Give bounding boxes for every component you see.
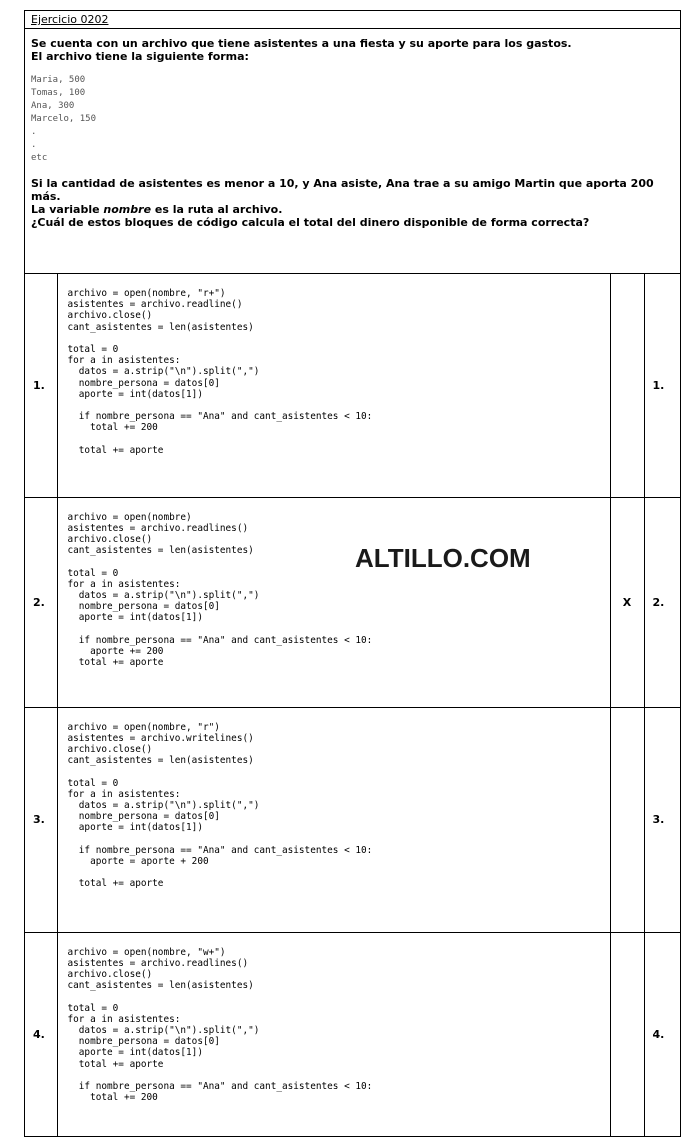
exercise-title: Ejercicio 0202 xyxy=(25,11,680,29)
option-row xyxy=(25,274,680,497)
question-line-3: ¿Cuál de estos bloques de código calcula el total del dinero disponible de forma correcta? xyxy=(31,216,590,229)
option-number-right: 4. xyxy=(644,932,680,1136)
code-block: archivo = open(nombre, "r") asistentes = archivo.writelines() archivo.close() cant_asistentes = len(asistentes) total = 0 for a in asistentes: datos = a.strip("\n").split(",") nombre_persona = datos[0] aporte = int(datos[1]) if nombre_persona == "Ana" and cant_asistentes < 10: aporte = aporte + 200 total += aporte xyxy=(67,721,373,890)
statement-line-2: El archivo tiene la siguiente forma: xyxy=(31,50,249,63)
code-block: archivo = open(nombre, "r+") asistentes = archivo.readline() archivo.close() cant_asistentes = len(asistentes) total = 0 for a in asistentes: datos = a.strip("\n").split(",") nombre_persona = datos[0] aporte = int(datos[1]) if nombre_persona == "Ana" and cant_asistentes < 10: total += 200 total += aporte xyxy=(67,288,373,456)
question-line-2 xyxy=(31,203,674,216)
option-number: 4. xyxy=(25,932,57,1136)
options-table xyxy=(25,274,680,1136)
answer-mark-cell[interactable] xyxy=(610,932,644,1136)
answer-mark-cell[interactable]: X xyxy=(610,497,644,707)
option-number: 1. xyxy=(25,274,57,497)
exercise-frame xyxy=(24,10,681,1137)
option-row xyxy=(25,707,680,932)
option-number-right: 1. xyxy=(652,378,665,392)
statement-line-1: Se cuenta con un archivo que tiene asistentes a una fiesta y su aporte para los gastos. xyxy=(31,37,572,50)
option-code xyxy=(57,274,610,497)
code-block: archivo = open(nombre, "w+") asistentes = archivo.readlines() archivo.close() cant_asistentes = len(asistentes) total = 0 for a in asistentes: datos = a.strip("\n").split(",") nombre_persona = datos[0] aporte = int(datos[1]) total += aporte if nombre_persona == "Ana" and cant_asistentes < 10: total += 200 xyxy=(67,946,373,1104)
option-number-right: 2. xyxy=(644,497,680,707)
file-sample: Maria, 500 Tomas, 100 Ana, 300 Marcelo, 150 . . etc xyxy=(31,75,97,163)
answer-mark-cell[interactable] xyxy=(610,274,644,497)
question-line-1: Si la cantidad de asistentes es menor a 10, y Ana asiste, Ana trae a su amigo Martin que aporta 200 más. xyxy=(31,177,654,203)
question-line-2-prefix: La variable xyxy=(31,203,104,216)
exercise-statement xyxy=(25,29,680,274)
watermark-logo: ALTILLO.COM xyxy=(355,543,531,573)
question-block xyxy=(31,177,674,229)
option-code xyxy=(57,497,610,707)
question-line-2-suffix: es la ruta al archivo. xyxy=(151,203,283,216)
option-number-right: 3. xyxy=(644,707,680,932)
answer-mark-cell[interactable] xyxy=(610,707,644,932)
option-row xyxy=(25,497,680,707)
option-code xyxy=(57,932,610,1136)
option-number: 2. xyxy=(25,497,57,707)
option-row xyxy=(25,932,680,1136)
option-number: 3. xyxy=(25,707,57,932)
option-code xyxy=(57,707,610,932)
variable-name: nombre xyxy=(103,203,152,216)
code-block: archivo = open(nombre) asistentes = archivo.readlines() archivo.close() cant_asistentes = len(asistentes) total = 0 for a in asistentes: datos = a.strip("\n").split(",") nombre_persona = datos[0] aporte = int(datos[1]) if nombre_persona == "Ana" and cant_asistentes < 10: aporte += 200 total += aporte xyxy=(67,511,373,669)
